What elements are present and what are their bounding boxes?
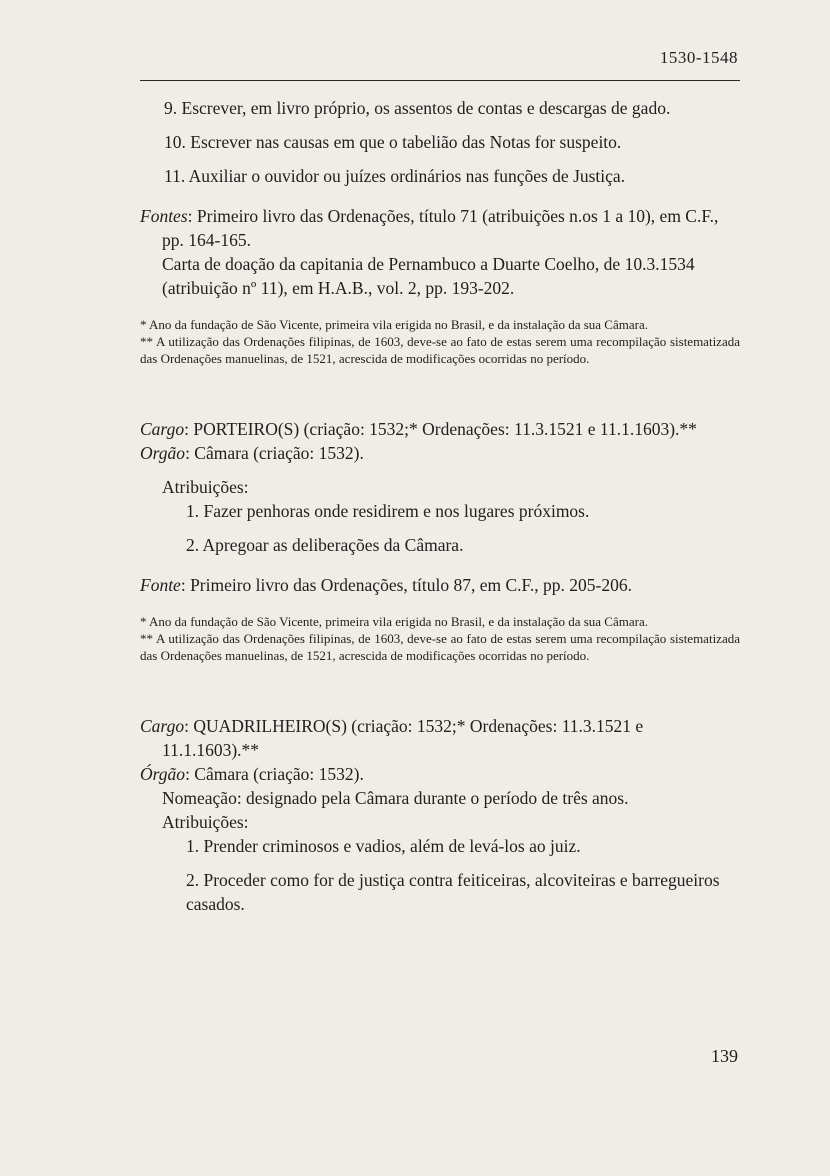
porteiro-source-text: : Primeiro livro das Ordenações, título 87, em C.F., pp. 205-206.: [180, 575, 632, 595]
quadrilheiro-item-2: 2. Proceder como for de justiça contra feiticeiras, alcoviteiras e barregueiros casados.: [186, 870, 720, 914]
list-item-11: 11. Auxiliar o ouvidor ou juízes ordinários nas funções de Justiça.: [164, 166, 626, 186]
quadrilheiro-cargo-label: Cargo: [140, 716, 185, 736]
quadrilheiro-attributions-heading: Atribuições:: [162, 812, 249, 832]
porteiro-footnote-2: ** A utilização das Ordenações filipinas, de 1603, deve-se ao fato de estas serem uma recompilação sistematizada das Ordenações manuelinas, de 1521, acrescida de modificações ocorridas no período.: [140, 631, 740, 663]
quadrilheiro-attributions: [140, 810, 740, 916]
page-body: [140, 96, 740, 916]
sources-label: Fontes: [140, 206, 188, 226]
list-item-10: 10. Escrever nas causas em que o tabelião das Notas for suspeito.: [164, 132, 622, 152]
sources-paragraph-2: Carta de doação da capitania de Pernambuco a Duarte Coelho, de 10.3.1534 (atribuição nº 11), em H.A.B., vol. 2, pp. 193-202.: [162, 254, 695, 298]
footnote-2: ** A utilização das Ordenações filipinas, de 1603, deve-se ao fato de estas serem uma recompilação sistematizada das Ordenações manuelinas, de 1521, acrescida de modificações ocorridas no período.: [140, 334, 740, 366]
porteiro-orgao-label: Orgão: [140, 443, 186, 463]
sources-paragraph: [140, 204, 740, 252]
sources-text: : Primeiro livro das Ordenações, título 71 (atribuições n.os 1 a 10), em C.F., pp. 164-165.: [162, 206, 719, 250]
porteiro-orgao: [140, 441, 740, 465]
porteiro-item-1: 1. Fazer penhoras onde residirem e nos lugares próximos.: [186, 501, 590, 521]
page-number: 139: [711, 1046, 738, 1066]
running-head: 1530-1548: [659, 48, 738, 67]
footnote-1: * Ano da fundação de São Vicente, primeira vila erigida no Brasil, e da instalação da sua Câmara.: [140, 317, 648, 332]
porteiro-source: [140, 573, 740, 597]
porteiro-source-label: Fonte: [140, 575, 181, 595]
porteiro-attributions-heading: Atribuições:: [162, 477, 249, 497]
header-rule: [140, 80, 740, 81]
porteiro-item-2: 2. Apregoar as deliberações da Câmara.: [186, 535, 464, 555]
quadrilheiro-cargo-text: : QUADRILHEIRO(S) (criação: 1532;* Ordenações: 11.3.1521 e 11.1.1603).**: [162, 716, 644, 760]
porteiro-orgao-text: : Câmara (criação: 1532).: [185, 443, 364, 463]
quadrilheiro-item-1: 1. Prender criminosos e vadios, além de levá-los ao juiz.: [186, 836, 581, 856]
porteiro-cargo: [140, 417, 740, 441]
quadrilheiro-orgao-label: Órgão: [140, 764, 186, 784]
porteiro-attributions: [140, 475, 740, 557]
quadrilheiro-cargo: [140, 714, 740, 762]
porteiro-cargo-label: Cargo: [140, 419, 185, 439]
porteiro-footnote-1: * Ano da fundação de São Vicente, primeira vila erigida no Brasil, e da instalação da sua Câmara.: [140, 614, 648, 629]
list-item-9: 9. Escrever, em livro próprio, os assentos de contas e descargas de gado.: [164, 98, 671, 118]
quadrilheiro-orgao-text: : Câmara (criação: 1532).: [185, 764, 364, 784]
porteiro-cargo-text: : PORTEIRO(S) (criação: 1532;* Ordenações: 11.3.1521 e 11.1.1603).**: [184, 419, 697, 439]
quadrilheiro-nomeacao: Nomeação: designado pela Câmara durante o período de três anos.: [162, 788, 629, 808]
quadrilheiro-orgao: [140, 762, 740, 786]
